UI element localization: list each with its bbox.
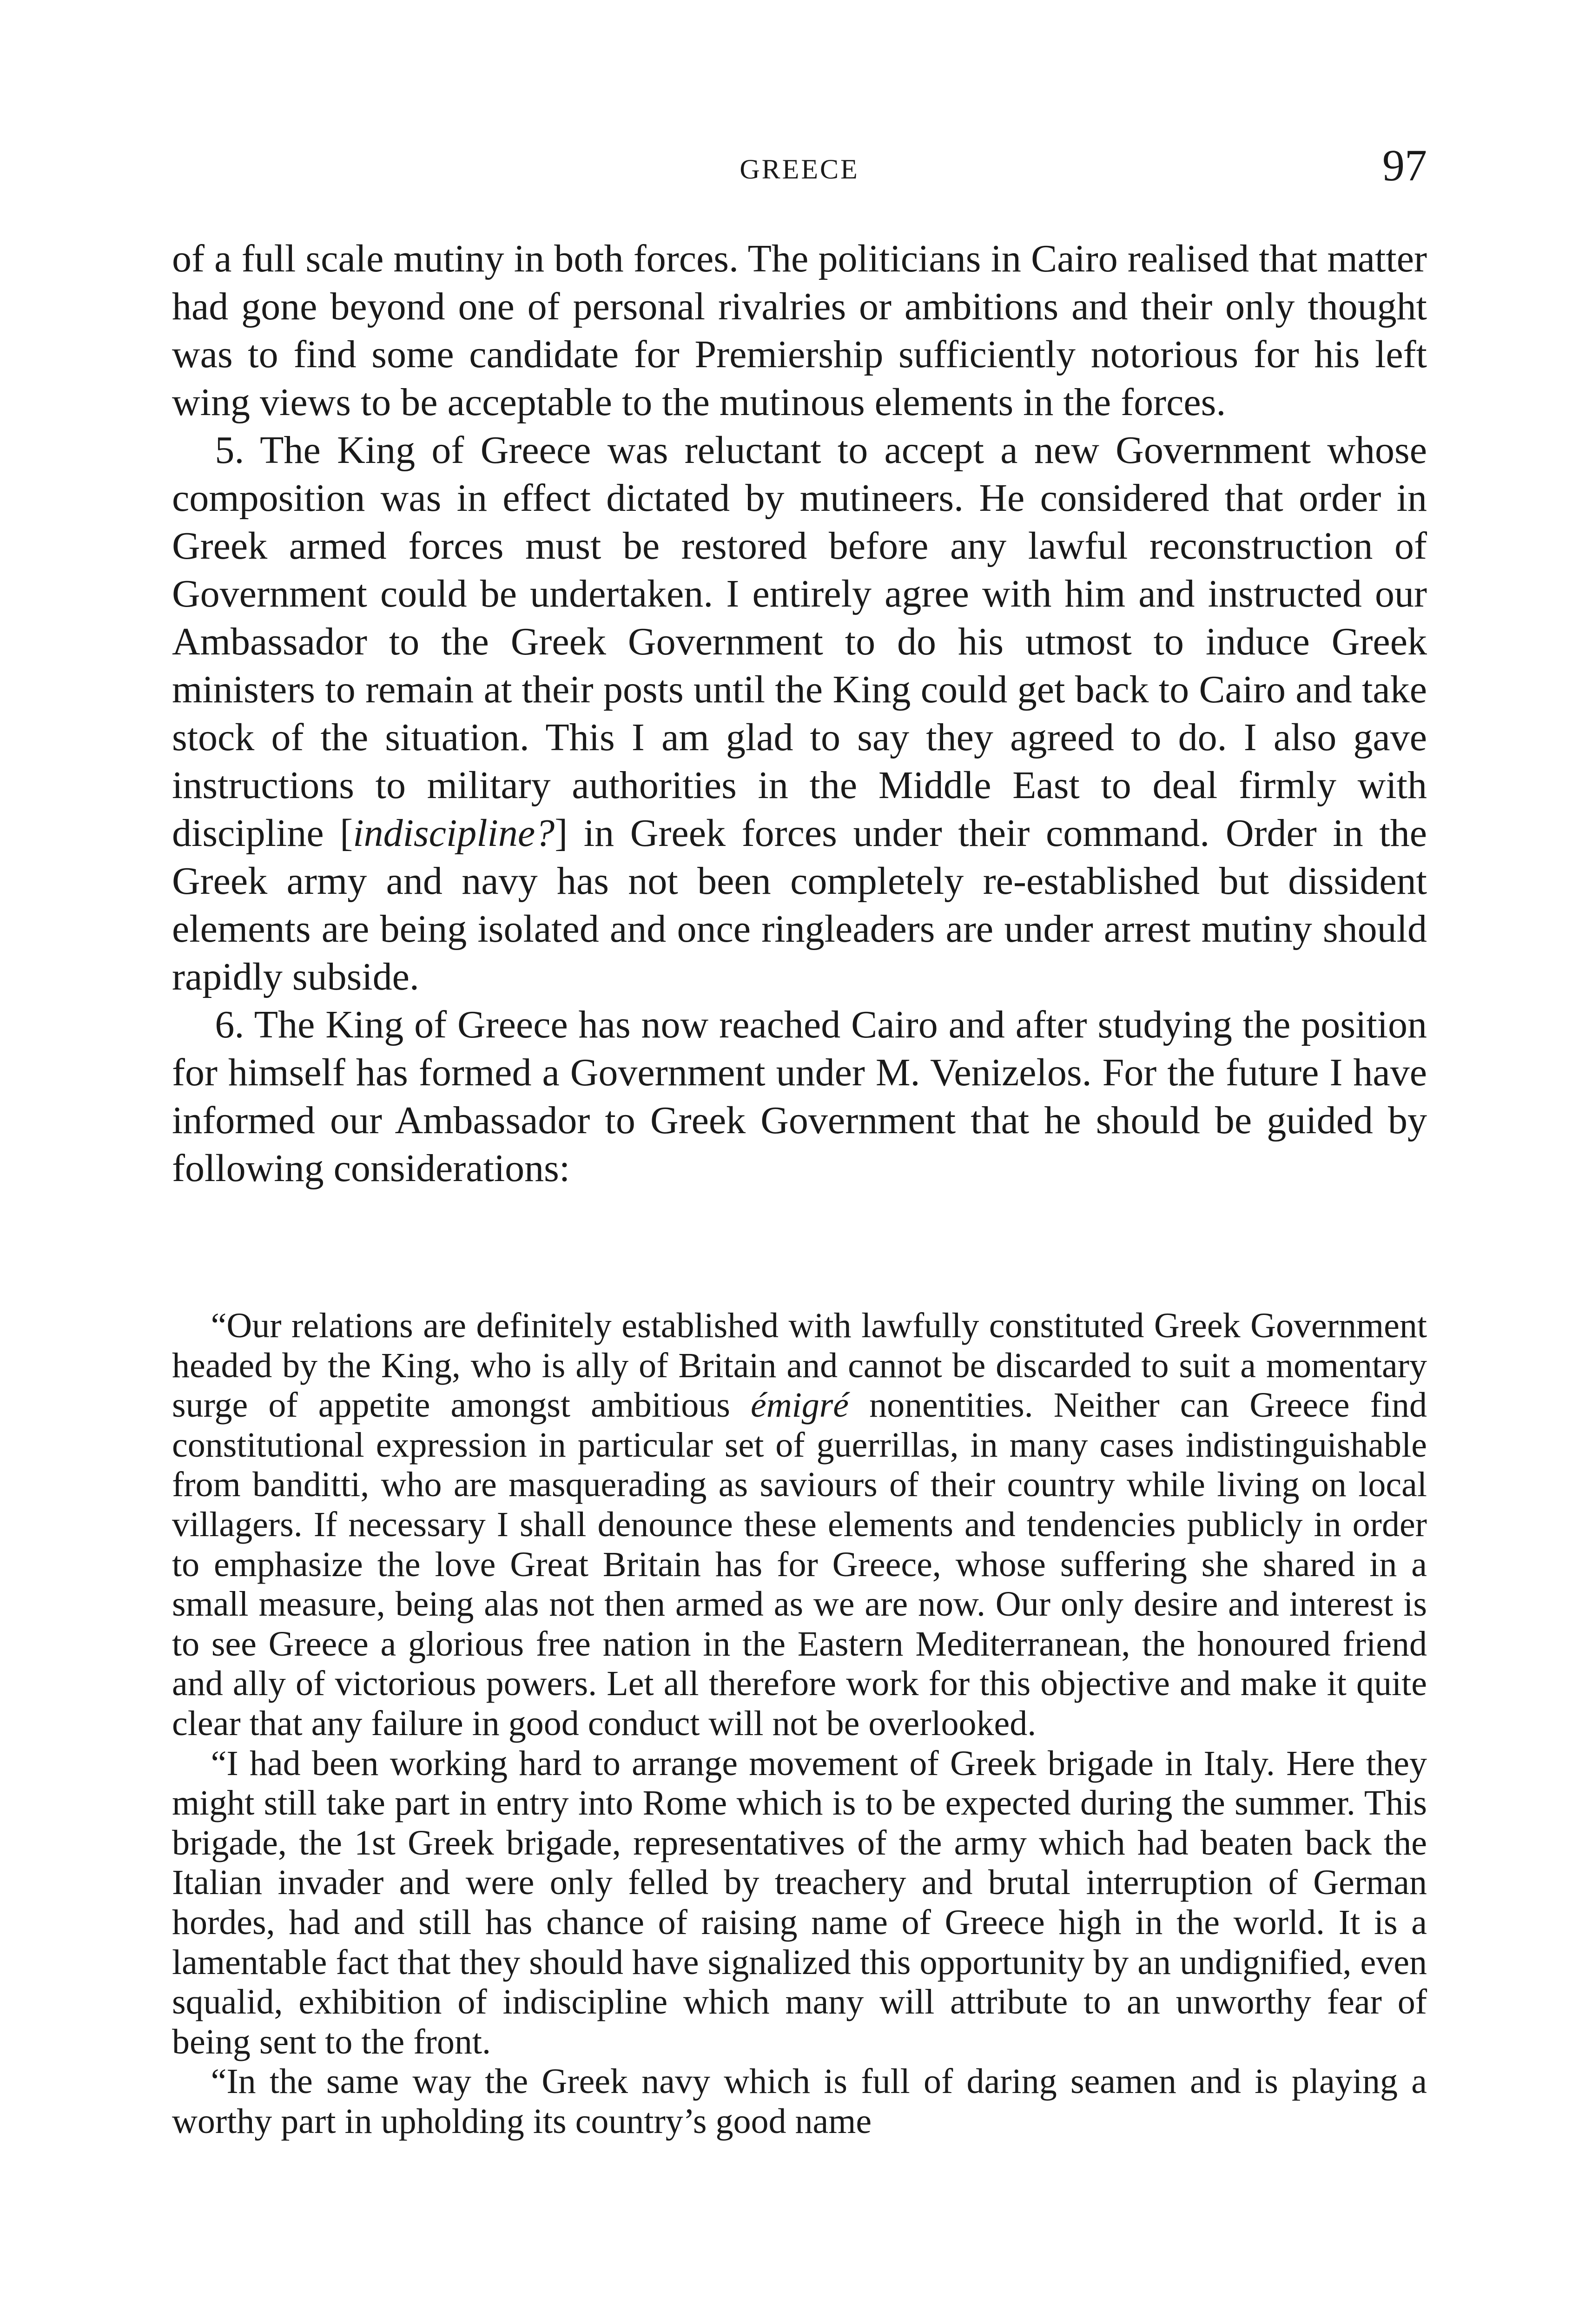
quote-paragraph-3: “In the same way the Greek navy which is full of daring seamen and is playing a worthy part in upholding its country’s good name <box>172 2062 1427 2141</box>
quote-1-text-a: “Our relations are definitely established with lawfully constituted Greek Government headed by the King, who is ally of Britain and cannot be discarded to suit a momentary surge of appetite amongst ambitious <box>172 1306 1427 1425</box>
paragraph-5 <box>172 426 1427 1001</box>
quoted-extract <box>172 1306 1427 2141</box>
paragraph-5-text-a: 5. The King of Greece was reluctant to accept a new Government whose composition was in effect dictated by mutineers. He considered that order in Greek armed forces must be restored before any lawful reconstruction of Government could be undertaken. I entirely agree with him and instructed our Ambassador to the Greek Government to do his utmost to induce Greek ministers to remain at their posts until the King could get back to Cairo and take stock of the situation. This I am glad to say they agreed to do. I also gave instructions to military authorities in the Middle East to deal firmly with discipline [ <box>172 429 1427 855</box>
running-head: GREECE <box>740 154 859 185</box>
paragraph-6: 6. The King of Greece has now reached Cairo and after studying the position for himself has formed a Government under M. Venizelos. For the future I have informed our Ambassador to Greek Government that he should be guided by following considerations: <box>172 1003 1427 1190</box>
paragraph-5-editorial-insert: indiscipline? <box>353 812 555 855</box>
body-text <box>172 235 1427 1192</box>
page-header <box>172 135 1427 205</box>
paragraph-5-text-b: ] in Greek forces under their command. Order in the Greek army and navy has not been completely re-established but dissident elements are being isolated and once ringleaders are under arrest mutiny should rapidly subside. <box>172 812 1427 998</box>
paragraph-continuation: of a full scale mutiny in both forces. The politicians in Cairo realised that matter had gone beyond one of personal rivalries or ambitions and their only thought was to find some candidate for Premiership sufficiently notorious for his left wing views to be acceptable to the mutinous elements in the forces. <box>172 237 1427 424</box>
page-number: 97 <box>1382 140 1427 190</box>
quote-1-italic-word: émigré <box>750 1386 849 1425</box>
quote-paragraph-2: “I had been working hard to arrange movement of Greek brigade in Italy. Here they might still take part in entry into Rome which is to be expected during the summer. This brigade, the 1st Greek brigade, representatives of the army which had beaten back the Italian invader and were only felled by treachery and brutal interruption of German hordes, had and still has chance of raising name of Greece high in the world. It is a lamentable fact that they should have signalized this opportunity by an undignified, even squalid, exhibition of indiscipline which many will attribute to an unworthy fear of being sent to the front. <box>172 1743 1427 2061</box>
quote-1-text-b: nonentities. Neither can Greece find constitutional expression in particular set of guerrillas, in many cases indistinguishable from banditti, who are masquerading as saviours of their country while living on local villagers. If necessary I shall denounce these elements and tendencies publicly in order to emphasize the love Great Britain has for Greece, whose suffering she shared in a small measure, being alas not then armed as we are now. Our only desire and interest is to see Greece a glorious free nation in the Eastern Mediterranean, the honoured friend and ally of victorious powers. Let all therefore work for this objective and make it quite clear that any failure in good conduct will not be overlooked. <box>172 1386 1427 1743</box>
quote-paragraph-1 <box>172 1306 1427 1744</box>
